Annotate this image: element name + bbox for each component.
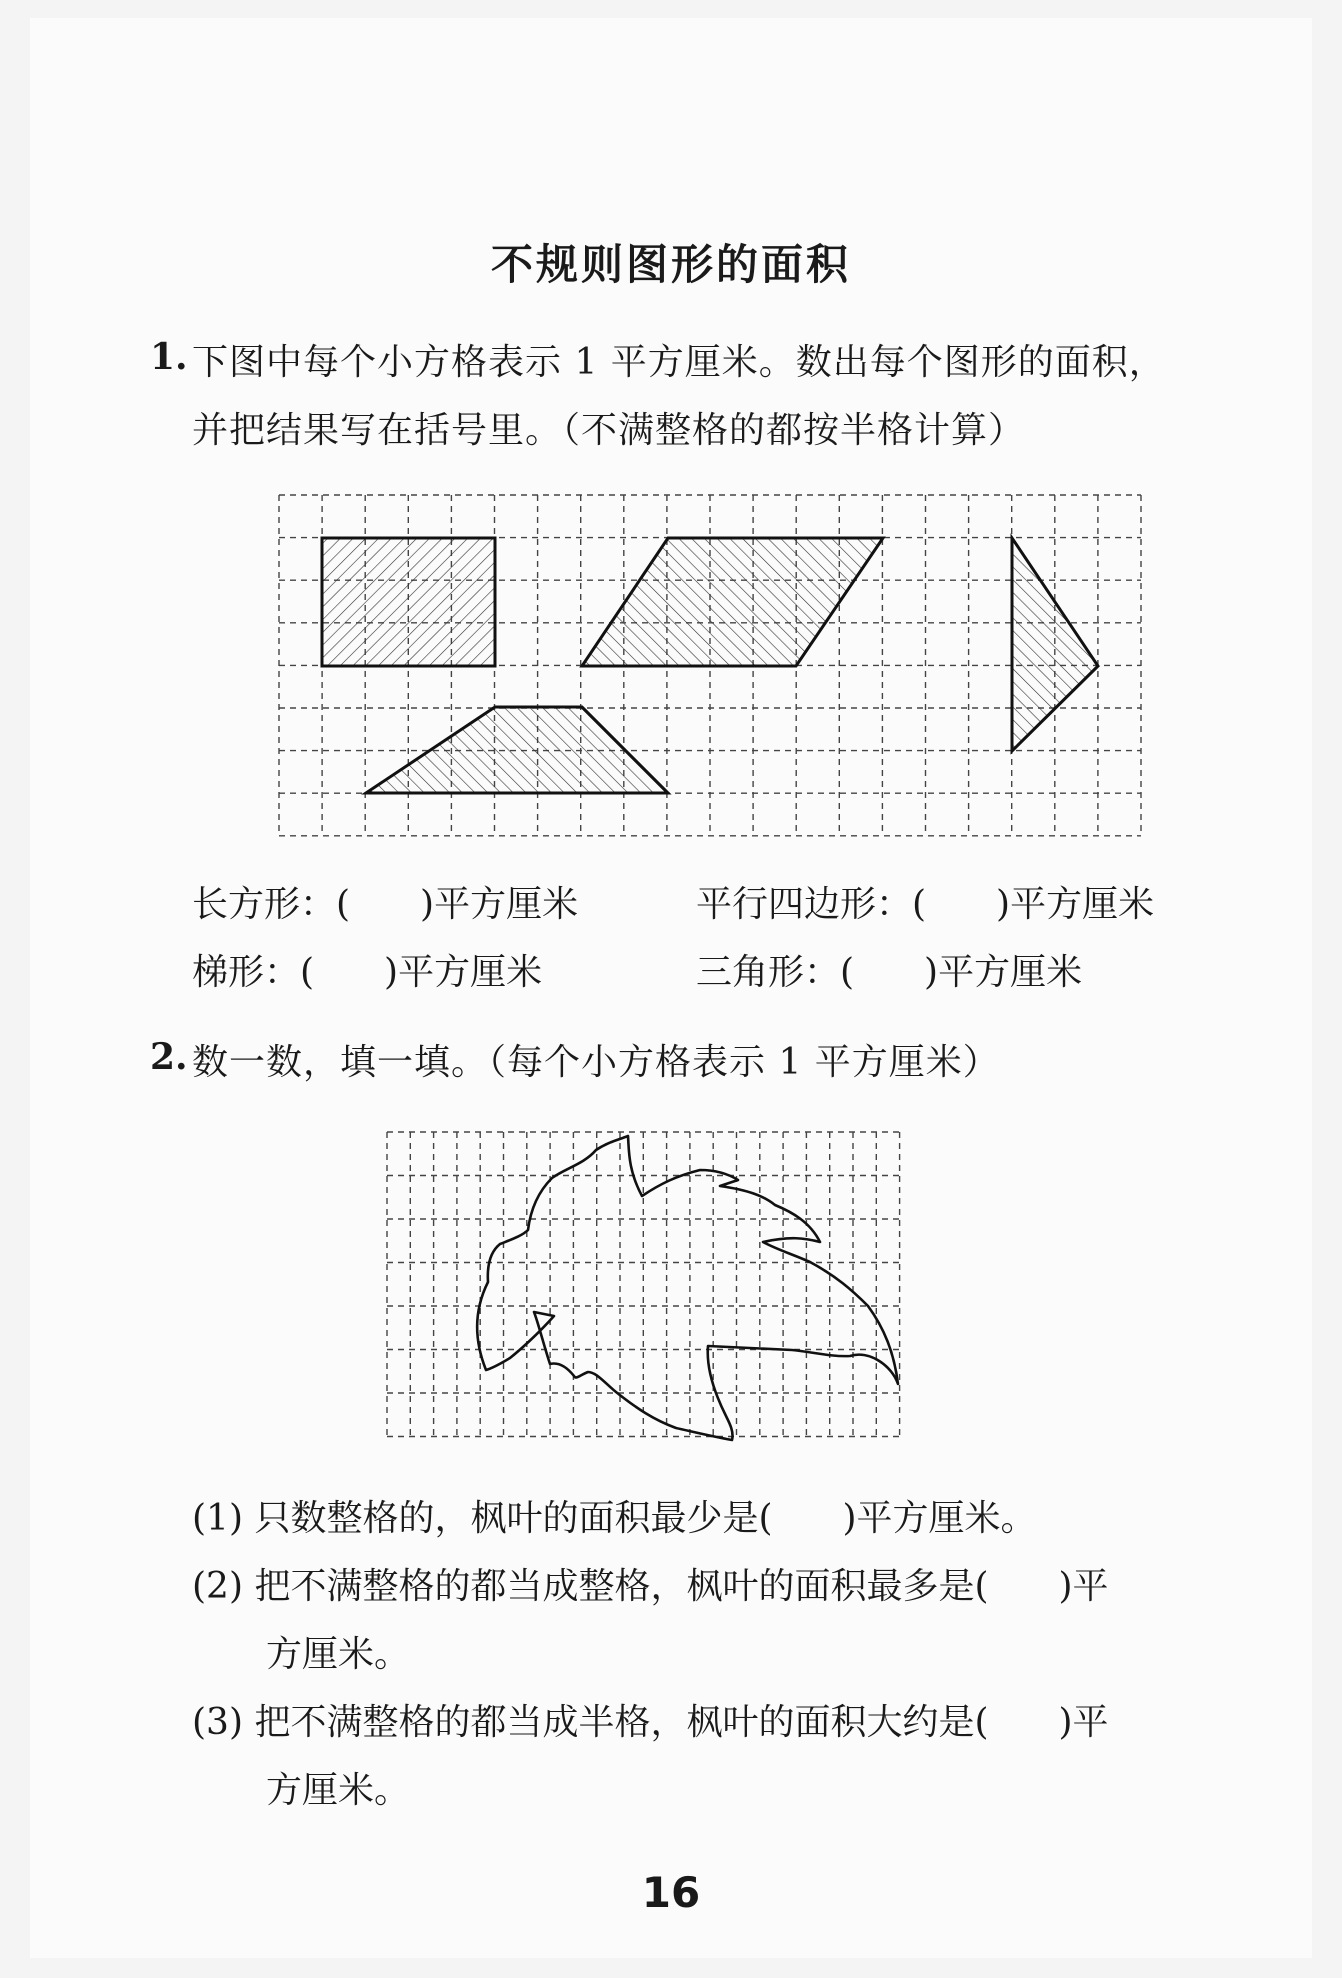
parallelogram-shape bbox=[582, 538, 883, 666]
answer-parallelogram-unit: )平方厘米 bbox=[996, 884, 1155, 925]
answer-trapezoid-label: 梯形：( bbox=[192, 952, 315, 993]
q2-line1: 数一数，填一填。（每个小方格表示 1 平方厘米） bbox=[192, 1042, 1000, 1083]
page-title: 不规则图形的面积 bbox=[490, 240, 851, 289]
rectangle-shape bbox=[322, 538, 495, 666]
page-number: 16 bbox=[641, 1868, 701, 1917]
q2-sub3-num: (3) bbox=[192, 1702, 243, 1743]
q2-number: 2. bbox=[150, 1036, 188, 1078]
answer-triangle-unit: )平方厘米 bbox=[924, 952, 1083, 993]
q2-sub2-num: (2) bbox=[192, 1566, 243, 1607]
q2-grid bbox=[387, 1132, 900, 1437]
q2-sub2 bbox=[192, 1558, 1109, 1609]
answer-rect-label: 长方形：( bbox=[192, 884, 351, 925]
answer-rect-unit: )平方厘米 bbox=[420, 884, 579, 925]
answer-trapezoid bbox=[192, 944, 542, 995]
q2-sub1 bbox=[192, 1490, 1037, 1541]
q2-sub2-cont: 方厘米。 bbox=[266, 1634, 411, 1675]
q1-line2: 并把结果写在括号里。（不满整格的都按半格计算） bbox=[192, 410, 1026, 451]
answer-triangle bbox=[696, 944, 1082, 995]
maple-leaf-outline bbox=[477, 1136, 898, 1440]
q2-sub3-tail: )平 bbox=[1058, 1702, 1109, 1743]
q2-sub3-cont: 方厘米。 bbox=[266, 1770, 411, 1811]
q2-sub3 bbox=[192, 1694, 1109, 1745]
answer-triangle-label: 三角形：( bbox=[696, 952, 855, 993]
q2-sub2-tail: )平 bbox=[1058, 1566, 1109, 1607]
q2-sub1-text: 只数整格的，枫叶的面积最少是( bbox=[254, 1498, 773, 1539]
answer-rect bbox=[192, 876, 578, 927]
q2-sub1-num: (1) bbox=[192, 1498, 243, 1539]
q2-sub2-text: 把不满整格的都当成整格，枫叶的面积最多是( bbox=[254, 1566, 989, 1607]
q1-line1: 下图中每个小方格表示 1 平方厘米。数出每个图形的面积， bbox=[192, 342, 1166, 383]
q2-sub3-text: 把不满整格的都当成半格，枫叶的面积大约是( bbox=[254, 1702, 989, 1743]
answer-parallelogram bbox=[696, 876, 1154, 927]
q1-number: 1. bbox=[150, 336, 188, 378]
q2-sub1-tail: )平方厘米。 bbox=[842, 1498, 1037, 1539]
answer-trapezoid-unit: )平方厘米 bbox=[384, 952, 543, 993]
answer-parallelogram-label: 平行四边形：( bbox=[696, 884, 927, 925]
